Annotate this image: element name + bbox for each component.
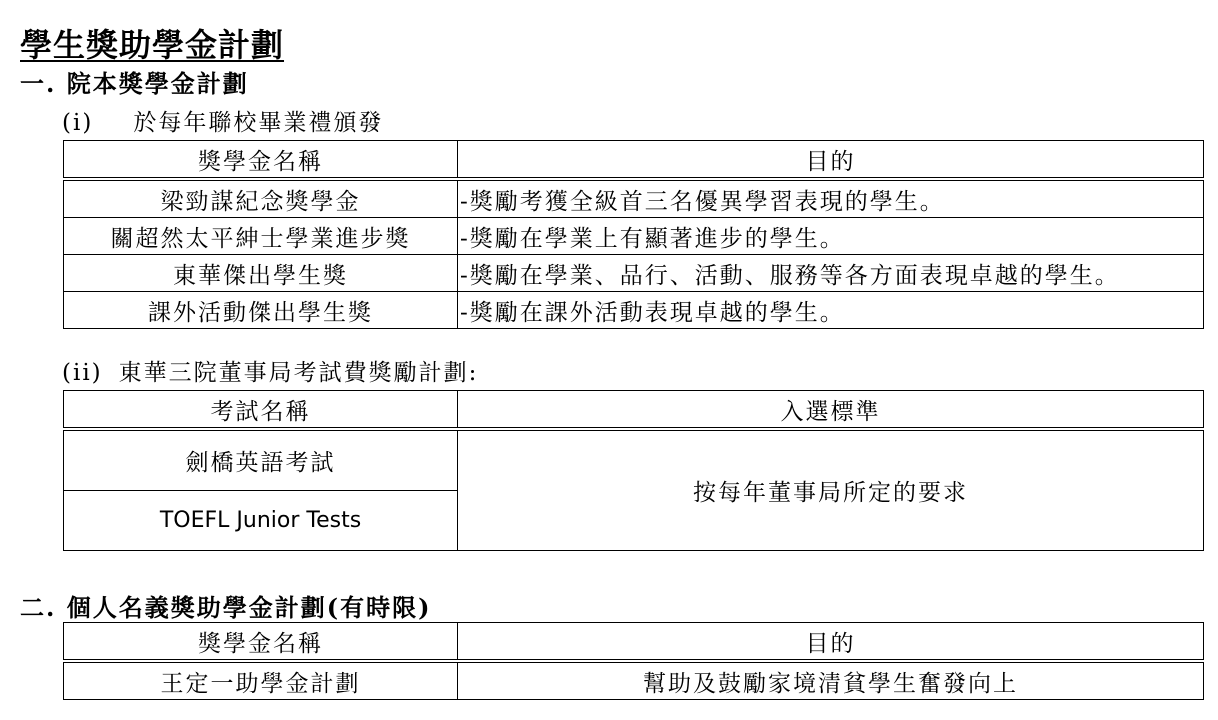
part-i-heading xyxy=(62,104,383,137)
column-header-name: 獎學金名稱 xyxy=(64,141,458,180)
scholarship-purpose: 幫助及鼓勵家境清貧學生奮發向上 xyxy=(458,661,1204,700)
table-row xyxy=(64,179,1204,218)
table-row xyxy=(64,255,1204,292)
scholarship-name: 東華傑出學生獎 xyxy=(64,255,458,292)
scholarship-purpose: -獎勵在課外活動表現卓越的學生。 xyxy=(458,292,1204,329)
column-header-name: 獎學金名稱 xyxy=(64,623,458,662)
table-row xyxy=(64,218,1204,255)
section-1-heading: 一. 院本獎學金計劃 xyxy=(20,69,249,98)
exam-name: TOEFL Junior Tests xyxy=(64,491,458,551)
part-i-text: 於每年聯校畢業禮頒發 xyxy=(133,110,384,136)
scholarship-name: 關超然太平紳士學業進步獎 xyxy=(64,218,458,255)
scholarship-name: 梁勁謀紀念獎學金 xyxy=(64,179,458,218)
scholarship-purpose: -獎勵在學業、品行、活動、服務等各方面表現卓越的學生。 xyxy=(458,255,1204,292)
column-header-criteria: 入選標準 xyxy=(458,391,1204,430)
exam-fee-table xyxy=(63,390,1204,551)
table-header-row xyxy=(64,141,1204,180)
part-ii-marker: (ii) xyxy=(62,360,103,386)
table-header-row xyxy=(64,391,1204,430)
column-header-purpose: 目的 xyxy=(458,141,1204,180)
column-header-exam-name: 考試名稱 xyxy=(64,391,458,430)
scholarship-table-2 xyxy=(63,622,1204,700)
page-title: 學生獎助學金計劃 xyxy=(20,26,285,64)
scholarship-name: 王定一助學金計劃 xyxy=(64,661,458,700)
part-ii-text: 東華三院董事局考試費獎勵計劃: xyxy=(118,360,479,386)
table-row xyxy=(64,429,1204,491)
column-header-purpose: 目的 xyxy=(458,623,1204,662)
table-header-row xyxy=(64,623,1204,662)
scholarship-table-1 xyxy=(63,140,1204,329)
exam-name: 劍橋英語考試 xyxy=(64,429,458,491)
part-i-marker: (i) xyxy=(62,110,94,136)
scholarship-purpose: -獎勵考獲全級首三名優異學習表現的學生。 xyxy=(458,179,1204,218)
scholarship-name: 課外活動傑出學生獎 xyxy=(64,292,458,329)
table-row xyxy=(64,292,1204,329)
selection-criteria: 按每年董事局所定的要求 xyxy=(458,429,1204,551)
section-2-heading: 二. 個人名義獎助學金計劃(有時限) xyxy=(20,593,432,622)
part-ii-heading xyxy=(62,354,478,387)
table-row xyxy=(64,661,1204,700)
scholarship-purpose: -獎勵在學業上有顯著進步的學生。 xyxy=(458,218,1204,255)
